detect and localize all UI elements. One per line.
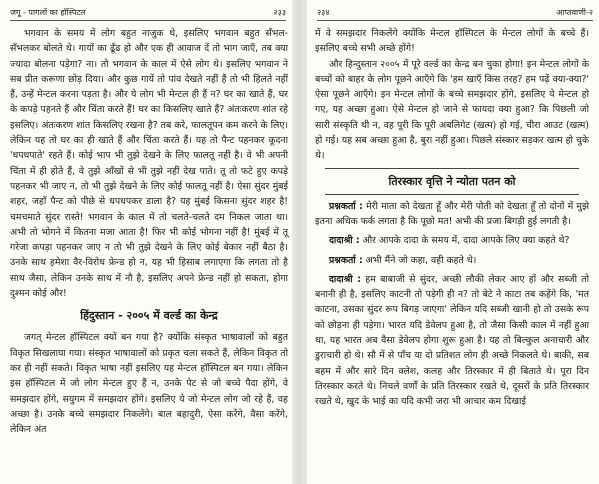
left-page-number: २३३ bbox=[273, 8, 286, 17]
left-paragraph-1: भगवान के समय में लोग बहुत नाजुक थे, इसलिए भगवान बहुत सँभल-सँभलकर बोलते थे। गायों का ढूँढ हो और एक ही आवाज दें तो भाग जाएँ, तब क्या ज्यादा बोलना पड़ेगा? ना। तो भगवान के काल में ऐसे लोग थे। इसलिए भगवान ने सब प्रीत करूणा छोड़ दिया। और कुछ गायें तो पांव देखते नहीं हैं तो भी हिलते नहीं हैं, उन्हें मेन्टल करना पड़ता है। और ये लोग भी मेन्टल ही हैं न? घर का खाते हैं, घर के कपड़े पहनते हैं और चिंता करते हैं! घर का किसलिए खाते हैं? अंतःकरण शांत रहे इसलिए। अंतःकरण शांत किसलिए रखना है? तब करे, फालतूपन कम करने के लिए। लेकिन यह तो घर का ही खाते हैं और चिंता करते हैं। यह तो पैन्ट पहनकर कूदना 'धपधपाते' रहते हैं। कोई भाप भी तुझे देखने के लिए फालतू नहीं है। वे भी अपनी चिंता में ही होते हैं, वे तुझे आँखों से भी तुझे नहीं देख पाते। तू तो फटे हुए कपड़े पहनकर भी जाए न, तो भी तुझे देखने के लिए कोई फालतू नहीं है। ऐसा सुंदर मुंबई शहर, जहाँ पैन्ट को पीछे से धपधपकर डाला है? यह मुंबई किसना सुंदर शहर है! चमचमाते सुंदर रास्ते! भगवान के काल में तो चलते-चलते दम निकल जाता था। अभी तो भोगने में कितना मजा आता है! फिर भी कोई भोगना नहीं है! मुंबई में तू गरेजा कपड़ा पहनकर जाए न तो भी तुझे देखने के लिए कोई बेकार नहीं बैठा है। उनके साथ हमेशा वैर-विरोध फ्रेन्ड हो न, यह भी हिसाब लगाएगा कि लगता तो है साथ जैसा, लेकिन उनके साथ में नौ है, इसलिए अपने फ्रेन्ड नहीं हो सकता, होगा दुश्मन कोई और! bbox=[10, 28, 288, 300]
right-paragraph-2: और हिन्दुस्तान २००५ में पूरे वर्ल्ड का केन्द्र बन चुका होगा! इन मेन्टल लोगों के बच्चों को बाहर के लोग पूछने आएँगे कि 'हम खाएँ किस तरह? हम पढ़ें क्या-क्या?' ऐसा पूछने आएँगे। इन मेन्टल लोगों के बच्चे समझदार होंगे, इसलिए ये मेन्टल हो गए, यह अच्छा हुआ। ऐसे मेन्टल हो जाने से फायदा क्या हुआ? कि पिछली जो सारी संस्कृति थी न, वह पूरी कि पूरी अबलिगेट (खत्म) हो गई, चीरा आउट (खत्म) हो गई। यह सब अच्छा हुआ है, बुरा नहीं हुआ। पिछले संस्कार सड़कर खत्म हो चुके थे। bbox=[315, 58, 589, 162]
dialogue-answer-2 bbox=[315, 272, 589, 410]
dialogue-question-2 bbox=[315, 253, 589, 268]
left-page-header bbox=[10, 6, 286, 21]
right-page-number: २३४ bbox=[317, 8, 330, 17]
section-heading-contempt: तिरस्कार वृत्ति ने न्योता पतन को bbox=[388, 174, 516, 188]
answer-1-text: और आपके दादा के समय में, दादा आपके लिए क्या कहते थे? bbox=[362, 235, 570, 247]
heading-rule-bottom bbox=[325, 194, 579, 195]
section-heading-india-2005: हिंदुस्तान - २००५ में वर्ल्ड का केन्द्र bbox=[80, 309, 218, 323]
question-2-text: अभी मैंने जो कहा, वही कहते थे। bbox=[365, 254, 477, 266]
right-page-body bbox=[315, 26, 589, 410]
speaker-dadashri: दादाश्री : bbox=[329, 235, 360, 247]
answer-2-text: हम बाबाजी से सुंदर, अच्छी लौकी लेकर आए हों और सब्जी तो बनानी ही है, इसलिए काटनी तो पड़ेगी ही न? तो बेटे ने काटा तब कहेंगे कि, 'मत काटना, उसका सुंदर रूप बिगड़ जाएगा' लेकिन यदि सब्जी खानी हो तो उसके रूप को छोड़ना ही पड़ेगा। भारत यदि डेवेलप हुआ है, तो जैसा किसी काल में नहीं हुआ था, यह भारत अब वैसा डेवेलप होगा शुरू हुआ है। यह तो बिल्कुल अनाचारी और डुराचारी हो थे। सौ में से पाँच या दो प्रतिशत लोग ही अच्छे निकलते थे। बाकी, सब बहम में और सारे दिन क्लेश, कलह और तिरस्कार में ही बिताते थे। पूरा दिन तिरस्कार करते थे। निचले वर्णों के प्रति तिरस्कार रखते थे, दूसरों के प्रति तिरस्कार रखते थे, खुद के भाई का यदि कभी जरा भी आचार कम दिखाई bbox=[315, 273, 589, 408]
speaker-dadashri: दादाश्री : bbox=[329, 273, 361, 285]
book-gutter bbox=[292, 0, 307, 484]
heading-rule-top bbox=[325, 168, 579, 169]
left-header-title: जगू - पागलों का हॉस्पिटल bbox=[10, 8, 86, 17]
left-paragraph-2: जगत् मेन्टल हॉस्पिटल क्यों बन गया है? क्योंकि संस्कृत भाषावालों को बहुत विकृत सिखलाया गया। संस्कृत भाषावालों को प्रकृत चला सकते हैं, लेकिन विकृत तो कर ही नहीं सकते। विकृत भाषा नहीं इसलिए यह मेन्टल हॉस्पिटल बन गया। लेकिन इस हॉस्पिटल में जो लोग मेन्टल हुए हैं न, उनके पेट से जो बच्चे पैदा होंगे, वे समझदार होंगे, सयुगम में समझदार होंगे। इसलिए ये जो मेन्टल लोग जो रहे हैं, वह अच्छा है। उनके बच्चे समझदार निकलेंगे। बाल बहादुरी, ऐसा करेंगे, वैसा करेंगे, लेकिन अंत bbox=[10, 332, 288, 436]
speaker-questioner: प्रश्नकर्ता : bbox=[329, 200, 363, 212]
right-paragraph-1: में वे समझदार निकलेंगे क्योंकि मेन्टल हॉस्पिटल के मेन्टल लोगों के बच्चे हैं। इसलिए बच्चे सभी अच्छे होंगे! bbox=[315, 28, 589, 55]
question-1-text: मेरी माता को देखता हूँ और मेरी पोती को देखता हूँ तो दोनों में मुझे इतना अधिक फर्क लगता है कि पूछो मत! अभी की प्रजा बिगड़ी हुई लगती है। bbox=[315, 200, 589, 227]
right-header-title: आप्तवाणी-२ bbox=[556, 8, 593, 17]
right-page bbox=[307, 0, 599, 484]
right-page-header bbox=[317, 6, 593, 21]
left-page bbox=[0, 0, 292, 484]
dialogue-answer-1 bbox=[315, 233, 589, 248]
speaker-questioner: प्रश्नकर्ता : bbox=[329, 254, 363, 266]
left-page-body bbox=[10, 26, 288, 437]
dialogue-question-1 bbox=[315, 199, 589, 230]
